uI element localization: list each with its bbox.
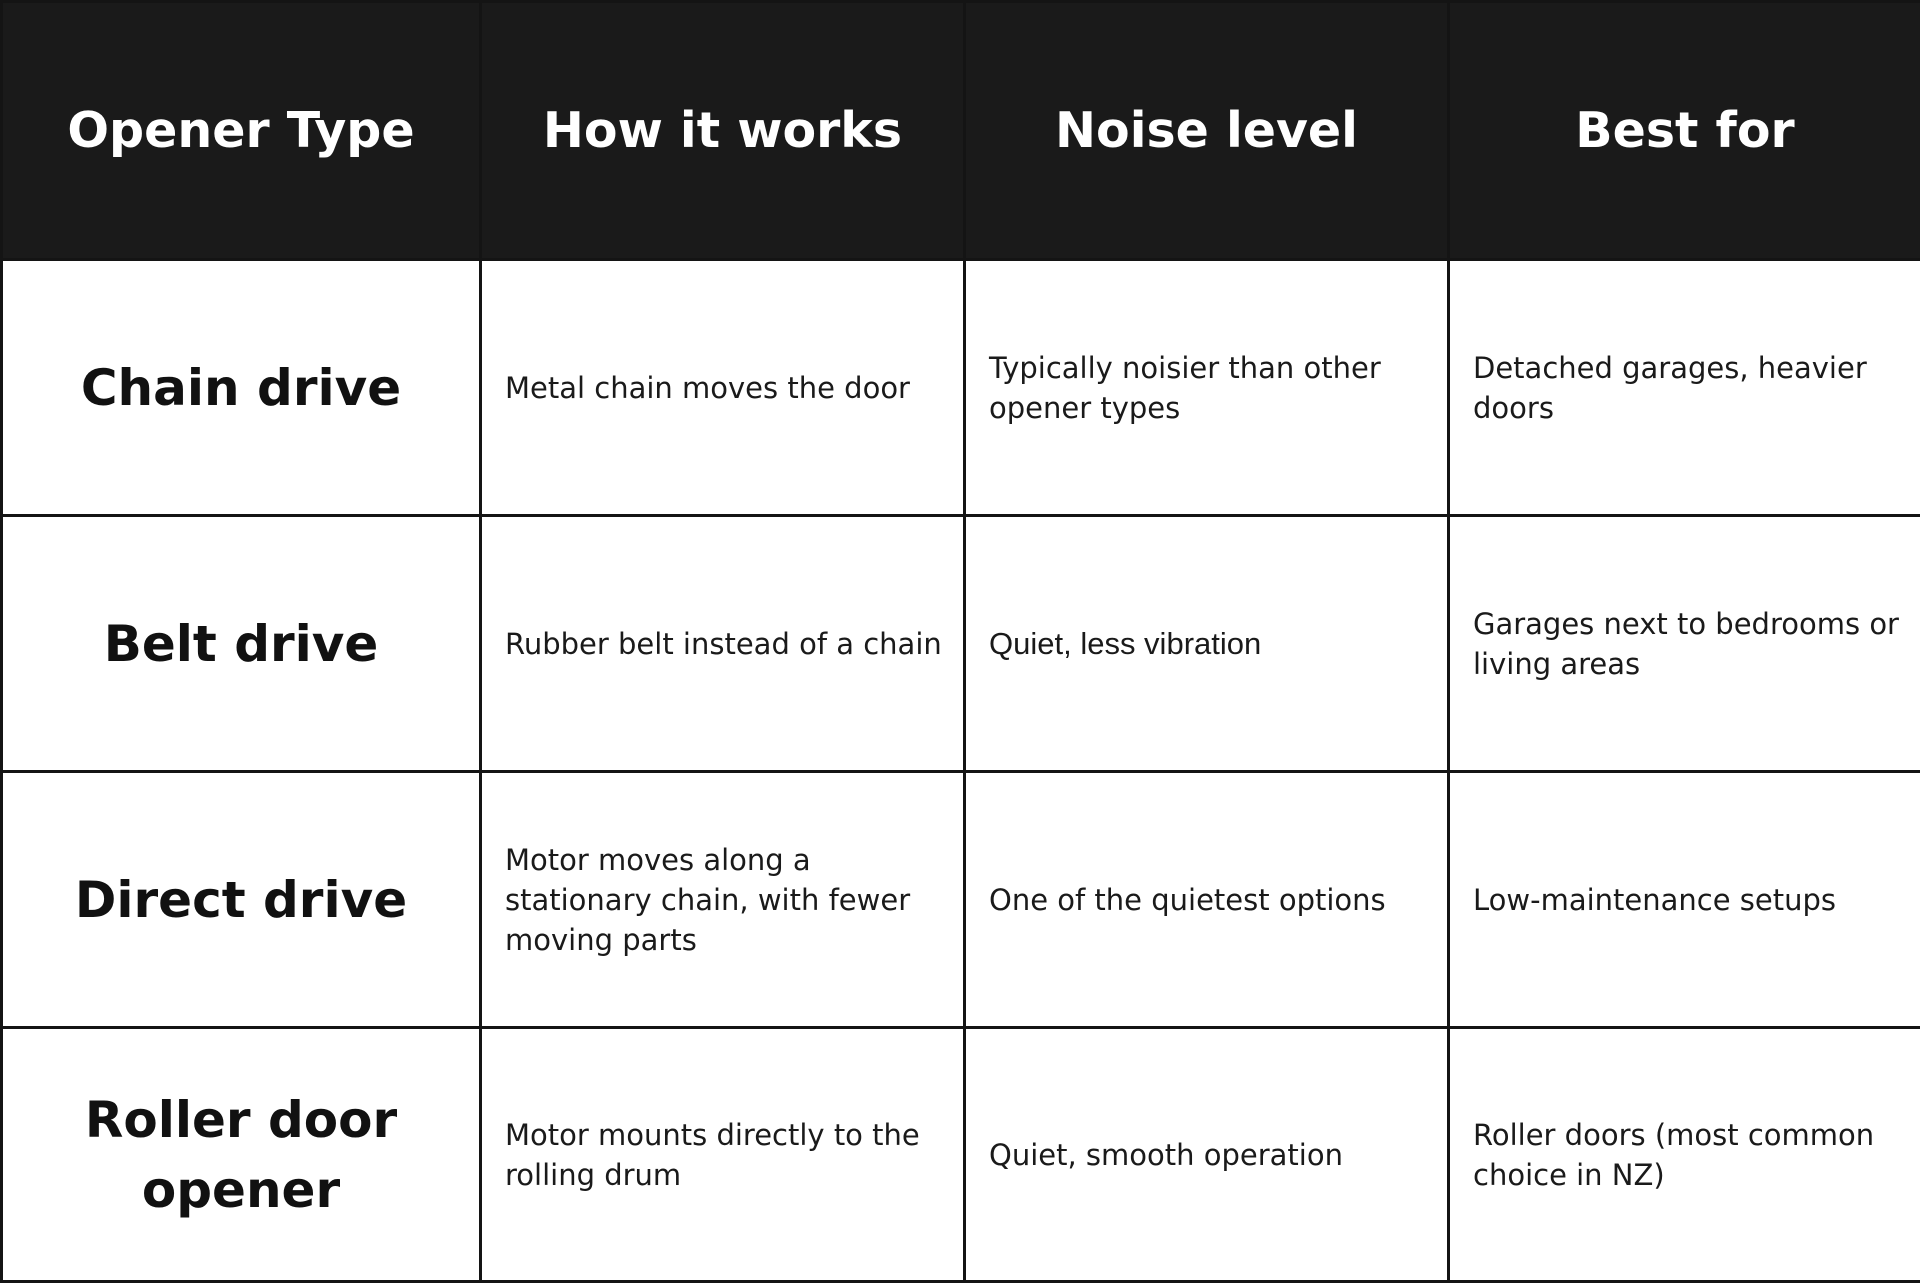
- how-it-works-cell: Motor moves along a stationary chain, with fewer moving parts: [481, 772, 965, 1028]
- header-noise-level: Noise level: [965, 2, 1449, 260]
- header-row: [2, 2, 1920, 260]
- header-how-it-works: How it works: [481, 2, 965, 260]
- noise-level-cell: One of the quietest options: [965, 772, 1449, 1028]
- opener-type-cell: Chain drive: [2, 260, 481, 516]
- table-row: [2, 260, 1920, 516]
- opener-type-cell: Belt drive: [2, 516, 481, 772]
- noise-level-cell: Typically noisier than other opener types: [965, 260, 1449, 516]
- best-for-cell: Low-maintenance setups: [1449, 772, 1920, 1028]
- best-for-cell: Detached garages, heavier doors: [1449, 260, 1920, 516]
- best-for-cell: Roller doors (most common choice in NZ): [1449, 1028, 1920, 1282]
- noise-level-cell: Quiet, smooth operation: [965, 1028, 1449, 1282]
- table-row: [2, 516, 1920, 772]
- noise-level-cell: Quiet, less vibration: [965, 516, 1449, 772]
- header-best-for: Best for: [1449, 2, 1920, 260]
- opener-type-cell: Direct drive: [2, 772, 481, 1028]
- table-row: [2, 772, 1920, 1028]
- table-row: [2, 1028, 1920, 1282]
- how-it-works-cell: Motor mounts directly to the rolling drum: [481, 1028, 965, 1282]
- how-it-works-cell: Rubber belt instead of a chain: [481, 516, 965, 772]
- best-for-cell: Garages next to bedrooms or living areas: [1449, 516, 1920, 772]
- how-it-works-cell: Metal chain moves the door: [481, 260, 965, 516]
- opener-type-cell: Roller door opener: [2, 1028, 481, 1282]
- header-opener-type: Opener Type: [2, 2, 481, 260]
